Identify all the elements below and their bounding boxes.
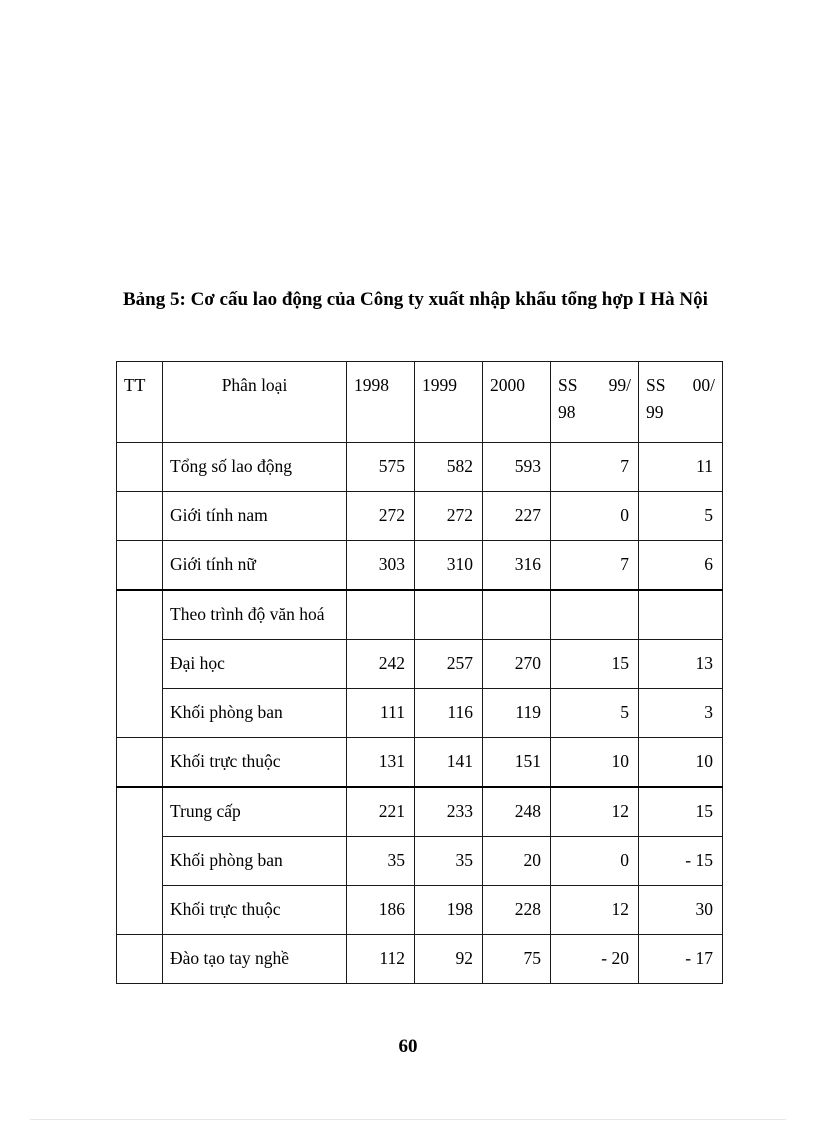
cell-tt xyxy=(117,590,163,640)
cell-y1999 xyxy=(415,590,483,640)
cell-y2000: 151 xyxy=(483,738,551,788)
cell-y1998 xyxy=(347,590,415,640)
footer-divider xyxy=(30,1119,786,1120)
cell-tt xyxy=(117,935,163,984)
table-row xyxy=(117,935,723,984)
cell-y1998: 575 xyxy=(347,443,415,492)
header-ss-99-98: SS 99/ 98 xyxy=(551,362,639,443)
cell-y1999: 116 xyxy=(415,689,483,738)
header-1999: 1999 xyxy=(415,362,483,443)
cell-label: Khối phòng ban xyxy=(163,837,347,886)
cell-y1999: 233 xyxy=(415,787,483,837)
cell-y1999: 257 xyxy=(415,640,483,689)
cell-y1999: 310 xyxy=(415,541,483,591)
cell-ss1 xyxy=(551,590,639,640)
cell-y1998: 272 xyxy=(347,492,415,541)
cell-tt xyxy=(117,492,163,541)
cell-tt xyxy=(117,689,163,738)
cell-y1999: 198 xyxy=(415,886,483,935)
cell-label: Khối phòng ban xyxy=(163,689,347,738)
table-row xyxy=(117,689,723,738)
cell-y1998: 303 xyxy=(347,541,415,591)
table-row xyxy=(117,837,723,886)
cell-ss1: 7 xyxy=(551,541,639,591)
cell-y2000 xyxy=(483,590,551,640)
header-tt: TT xyxy=(117,362,163,443)
cell-y1998: 112 xyxy=(347,935,415,984)
cell-ss2: 6 xyxy=(639,541,723,591)
header-ss-00-99: SS 00/ 99 xyxy=(639,362,723,443)
cell-label: Đào tạo tay nghề xyxy=(163,935,347,984)
cell-label: Theo trình độ văn hoá xyxy=(163,590,347,640)
table-row xyxy=(117,787,723,837)
cell-tt xyxy=(117,443,163,492)
cell-tt xyxy=(117,787,163,837)
cell-ss2: 10 xyxy=(639,738,723,788)
cell-tt xyxy=(117,837,163,886)
cell-y1999: 272 xyxy=(415,492,483,541)
cell-ss2: 15 xyxy=(639,787,723,837)
cell-y1998: 35 xyxy=(347,837,415,886)
cell-y2000: 316 xyxy=(483,541,551,591)
cell-ss1: 12 xyxy=(551,886,639,935)
cell-label: Khối trực thuộc xyxy=(163,886,347,935)
page-number: 60 xyxy=(398,1036,418,1057)
cell-tt xyxy=(117,541,163,591)
cell-y1998: 186 xyxy=(347,886,415,935)
table-row xyxy=(117,590,723,640)
cell-ss2: 3 xyxy=(639,689,723,738)
cell-y1998: 221 xyxy=(347,787,415,837)
cell-y2000: 20 xyxy=(483,837,551,886)
cell-y2000: 75 xyxy=(483,935,551,984)
cell-ss1: 12 xyxy=(551,787,639,837)
table-row xyxy=(117,443,723,492)
table-caption: Bảng 5: Cơ cấu lao động của Công ty xuất nhập khẩu tổng hợp I Hà Nội xyxy=(123,289,708,310)
table-row xyxy=(117,640,723,689)
cell-label: Khối trực thuộc xyxy=(163,738,347,788)
cell-y2000: 270 xyxy=(483,640,551,689)
cell-ss1: 0 xyxy=(551,492,639,541)
header-1998: 1998 xyxy=(347,362,415,443)
cell-y1998: 131 xyxy=(347,738,415,788)
header-phan-loai: Phân loại xyxy=(163,362,347,443)
table-row xyxy=(117,886,723,935)
header-2000: 2000 xyxy=(483,362,551,443)
cell-ss2: 11 xyxy=(639,443,723,492)
cell-y2000: 119 xyxy=(483,689,551,738)
cell-ss2: 5 xyxy=(639,492,723,541)
cell-label: Đại học xyxy=(163,640,347,689)
cell-ss2 xyxy=(639,590,723,640)
cell-y1998: 111 xyxy=(347,689,415,738)
cell-y1999: 582 xyxy=(415,443,483,492)
table-row xyxy=(117,492,723,541)
cell-y2000: 227 xyxy=(483,492,551,541)
header-row xyxy=(117,362,723,443)
labor-structure-table xyxy=(116,361,723,984)
cell-ss2: 13 xyxy=(639,640,723,689)
table-row xyxy=(117,541,723,591)
cell-label: Tổng số lao động xyxy=(163,443,347,492)
cell-ss1: 10 xyxy=(551,738,639,788)
cell-label: Trung cấp xyxy=(163,787,347,837)
cell-ss1: 0 xyxy=(551,837,639,886)
cell-tt xyxy=(117,640,163,689)
cell-y2000: 248 xyxy=(483,787,551,837)
cell-ss2: 30 xyxy=(639,886,723,935)
cell-ss2: - 15 xyxy=(639,837,723,886)
cell-tt xyxy=(117,886,163,935)
cell-y1999: 92 xyxy=(415,935,483,984)
cell-ss2: - 17 xyxy=(639,935,723,984)
cell-y2000: 593 xyxy=(483,443,551,492)
cell-y1999: 141 xyxy=(415,738,483,788)
cell-label: Giới tính nữ xyxy=(163,541,347,591)
cell-ss1: 5 xyxy=(551,689,639,738)
cell-ss1: - 20 xyxy=(551,935,639,984)
table-row xyxy=(117,738,723,788)
cell-y2000: 228 xyxy=(483,886,551,935)
cell-ss1: 15 xyxy=(551,640,639,689)
cell-ss1: 7 xyxy=(551,443,639,492)
cell-y1998: 242 xyxy=(347,640,415,689)
cell-y1999: 35 xyxy=(415,837,483,886)
cell-label: Giới tính nam xyxy=(163,492,347,541)
cell-tt xyxy=(117,738,163,788)
